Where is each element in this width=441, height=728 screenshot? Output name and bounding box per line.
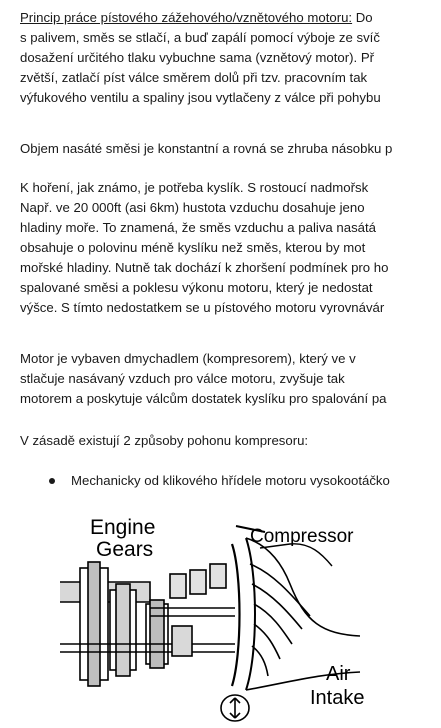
- paragraph-compressor: [20, 349, 441, 409]
- label-intake: Intake: [310, 687, 365, 709]
- paragraph-line: stlačuje nasávaný vzduch pro válce motoru, zvyšuje tak: [20, 371, 345, 386]
- paragraph-line: Např. ve 20 000ft (asi 6km) hustota vzduchu dosahuje jeno: [20, 200, 365, 215]
- paragraph-line: dosažení určitého tlaku vybuchne sama (vznětový motor). Př: [20, 50, 375, 65]
- paragraph-oxygen: [20, 178, 441, 318]
- paragraph-line: V zásadě existují 2 způsoby pohonu kompresoru:: [20, 433, 309, 448]
- paragraph-line: obsahuje o polovinu méně kyslíku než směs, kterou by mot: [20, 240, 366, 255]
- line-text: Do: [352, 10, 373, 25]
- paragraph-line: hladiny moře. To znamená, že směs vzduchu a paliva nasátá: [20, 220, 377, 235]
- label-engine: Engine: [90, 516, 156, 539]
- gear-train-drawing: [60, 562, 235, 686]
- paragraph-line: výfukového ventilu a spaliny jsou vytlačeny z válce při pohybu: [20, 90, 381, 105]
- bullet-item: Mechanicky od klikového hřídele motoru vysokootáčko: [71, 473, 390, 488]
- label-compressor: Compressor: [250, 526, 354, 547]
- paragraph-line: s palivem, směs se stlačí, a buď zapálí pomocí výboje ze svíč: [20, 30, 380, 45]
- label-gears: Gears: [96, 538, 154, 561]
- paragraph-line: Motor je vybaven dmychadlem (kompresorem), který ve v: [20, 351, 356, 366]
- supercharger-diagram: [60, 504, 380, 724]
- paragraph-line: Objem nasáté směsi je konstantní a rovná se zhruba násobku p: [20, 141, 393, 156]
- label-air: Air: [326, 663, 351, 685]
- bullet-marker: [49, 478, 55, 484]
- paragraph-volume: [20, 139, 441, 159]
- paragraph-line: K hoření, jak známo, je potřeba kyslík. S rostoucí nadmořsk: [20, 180, 369, 195]
- paragraph-principle: [20, 8, 441, 108]
- paragraph-line: spalované směsi a poklesu výkonu motoru, který je nedostat: [20, 280, 373, 295]
- paragraph-line: [20, 8, 441, 28]
- paragraph-line: mořské hladiny. Nutně tak dochází k zhoršení podmínek pro ho: [20, 260, 389, 275]
- paragraph-line: zvětší, zatlačí píst válce směrem dolů při tzv. pracovním tak: [20, 70, 368, 85]
- paragraph-line: výšce. S tímto nedostatkem se u pístového motoru vyrovnávár: [20, 300, 385, 315]
- supercharger-drawing: [60, 504, 380, 724]
- section-title: Princip práce pístového zážehového/vznětového motoru:: [20, 10, 353, 25]
- paragraph-line: motorem a poskytuje válcům dostatek kyslíku pro spalování pa: [20, 391, 387, 406]
- paragraph-drive-methods: [20, 431, 441, 451]
